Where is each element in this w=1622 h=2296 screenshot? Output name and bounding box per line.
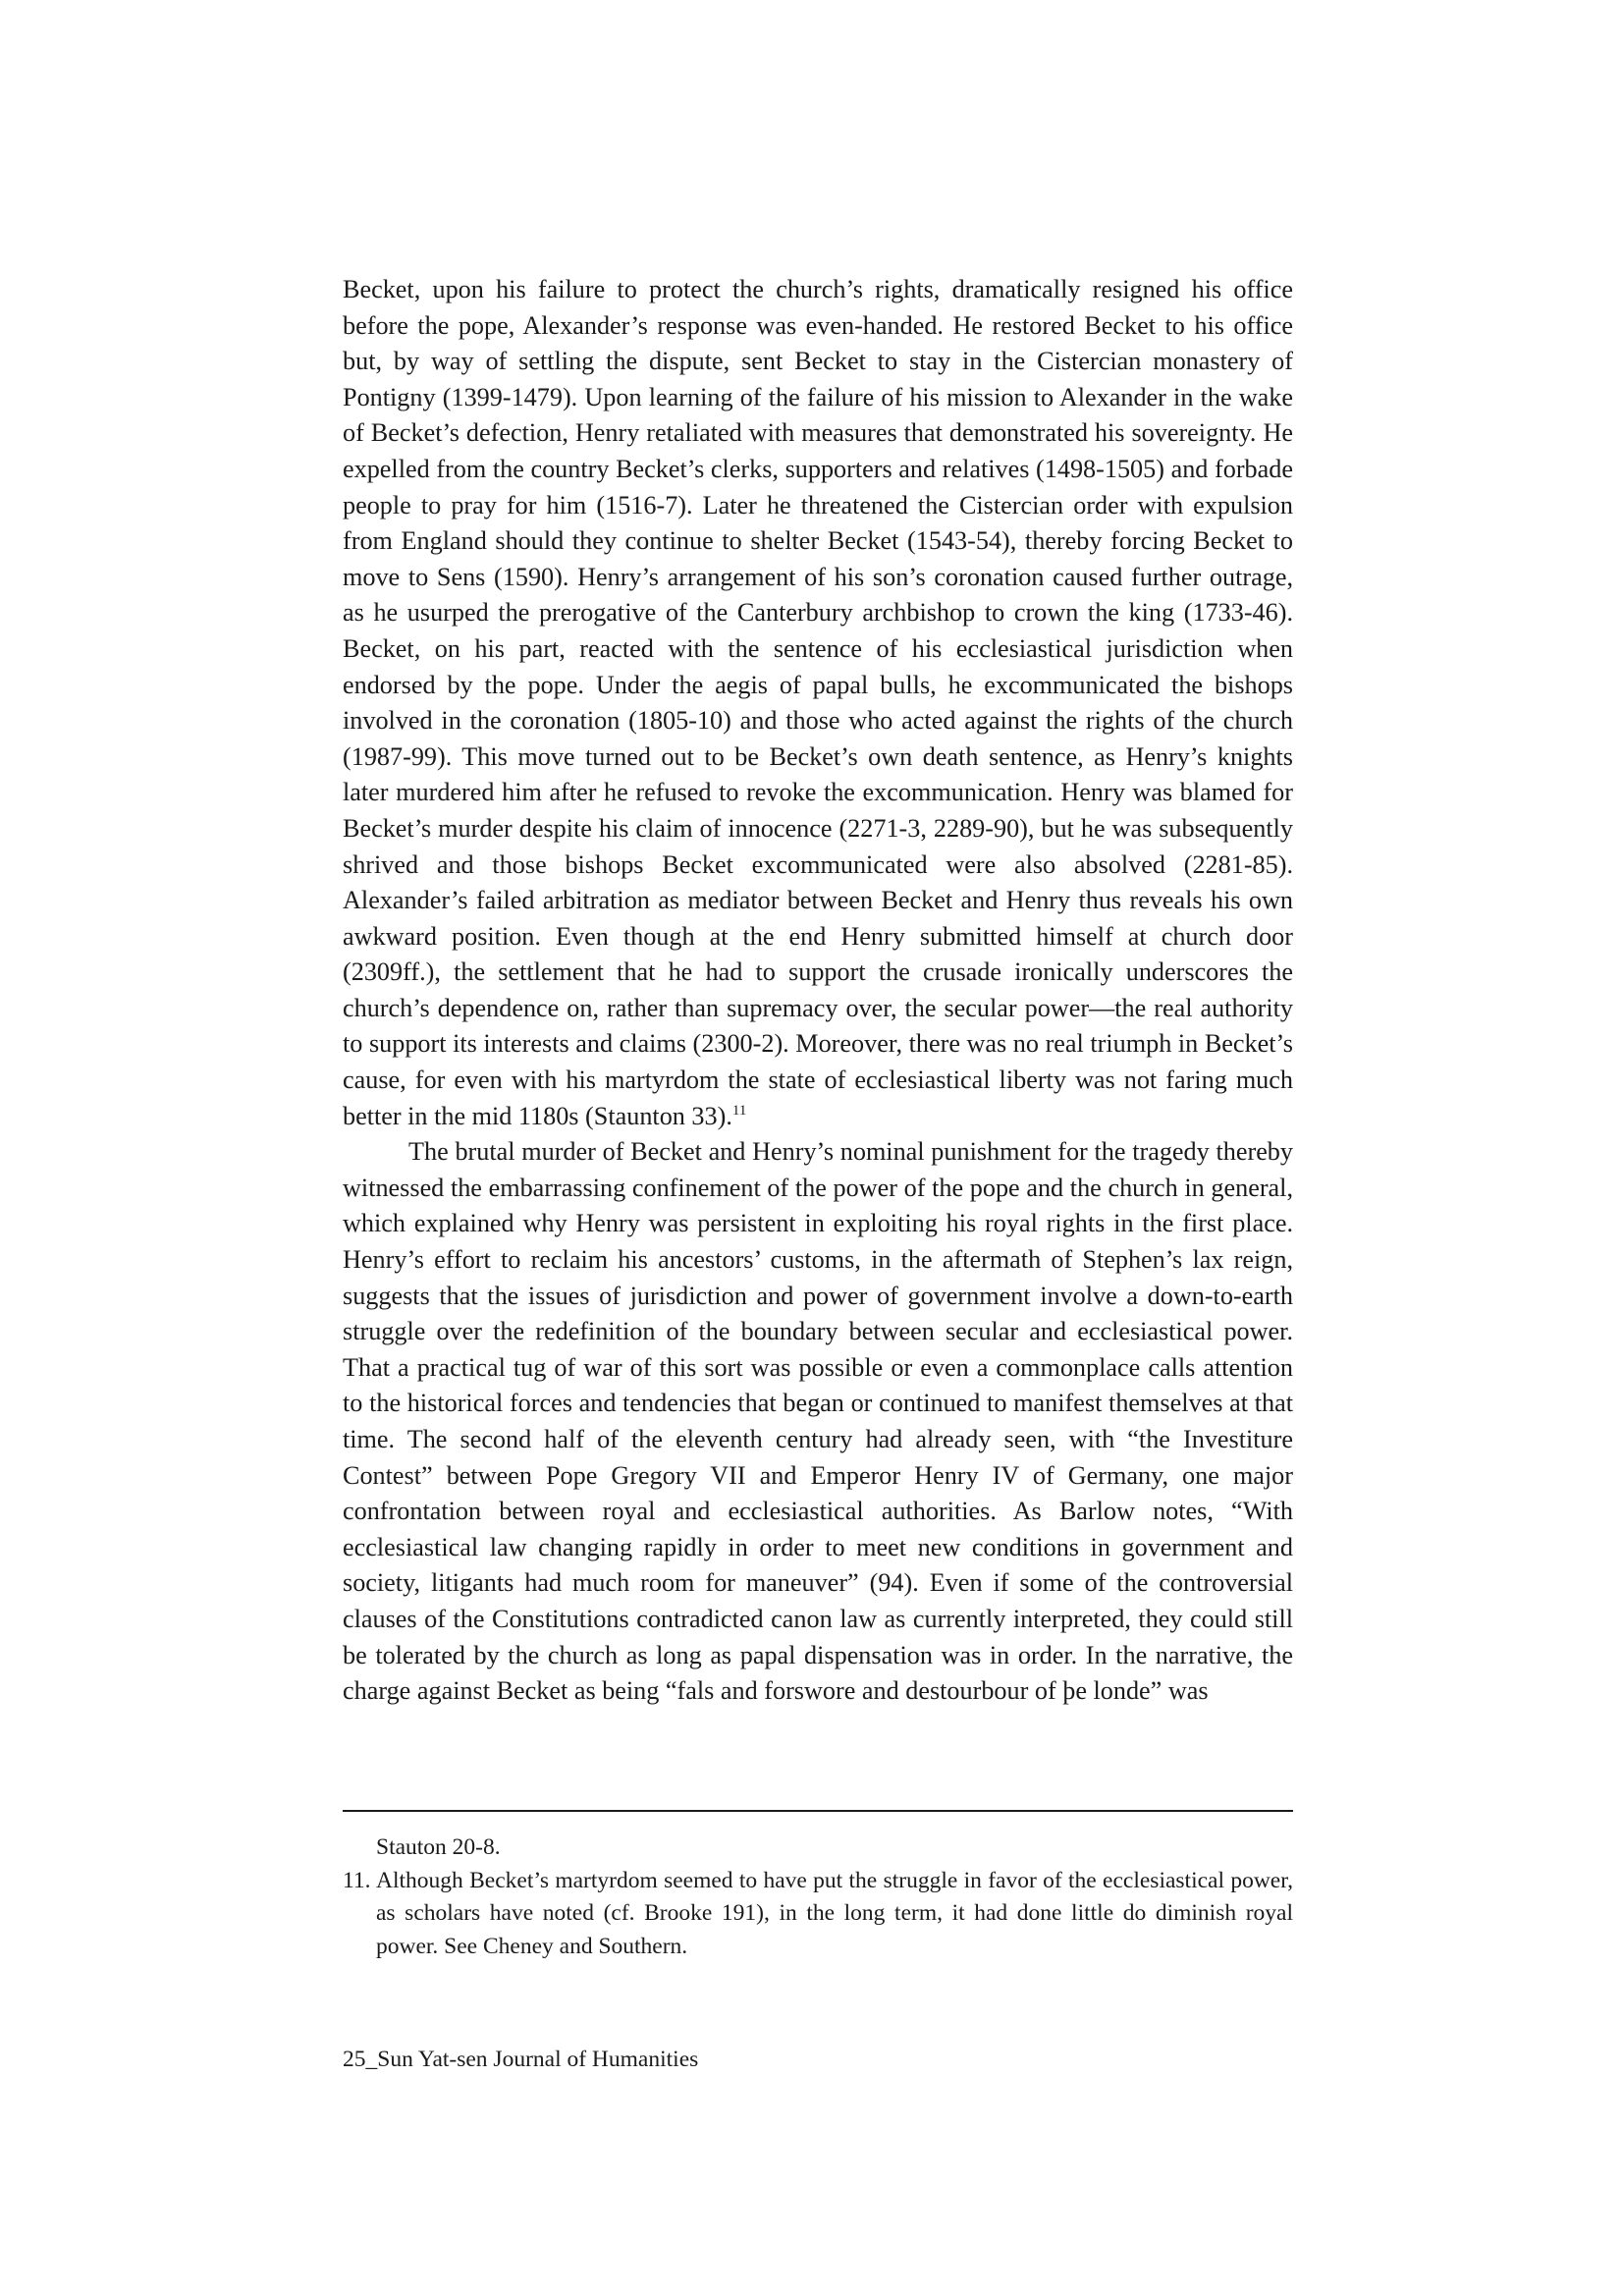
footnotes (343, 1831, 1293, 1963)
footnote-11 (343, 1865, 1293, 1964)
paragraph-text: Becket, upon his failure to protect the church’s rights, dramatically resigned his office before the pope, Alexander’s response was even-handed. He restored Becket to his office but, by way of settling the dispute, sent Becket to stay in the Cistercian monastery of Pontigny (1399-1479). Upon learning of the failure of his mission to Alexander in the wake of Becket’s defection, Henry retaliated with measures that demonstrated his sovereignty. He expelled from the country Becket’s clerks, supporters and relatives (1498-1505) and forbade people to pray for him (1516-7). Later he threatened the Cistercian order with expulsion from England should they continue to shelter Becket (1543-54), thereby forcing Becket to move to Sens (1590). Henry’s arrangement of his son’s coronation caused further outrage, as he usurped the prerogative of the Canterbury archbishop to crown the king (1733-46). Becket, on his part, reacted with the sentence of his ecclesiastical jurisdiction when endorsed by the pope. Under the aegis of papal bulls, he excommunicated the bishops involved in the coronation (1805-10) and those who acted against the rights of the church (1987-99). This move turned out to be Becket’s own death sentence, as Henry’s knights later murdered him after he refused to revoke the excommunication. Henry was blamed for Becket’s murder despite his claim of innocence (2271-3, 2289-90), but he was subsequently shrived and those bishops Becket excommunicated were also absolved (2281-85). Alexander’s failed arbitration as mediator between Becket and Henry thus reveals his own awkward position. Even though at the end Henry submitted himself at church door (2309ff.), the settlement that he had to support the crusade ironically underscores the church’s dependence on, rather than supremacy over, the secular power—the real authority to support its interests and claims (2300-2). Moreover, there was no real triumph in Becket’s cause, for even with his martyrdom the state of ecclesiastical liberty was not faring much better in the mid 1180s (Staunton 33). (343, 275, 1293, 1130)
footnote-number: 11. (343, 1867, 371, 1893)
footnote-reference[interactable]: 11 (731, 1102, 747, 1119)
paragraph: The brutal murder of Becket and Henry’s nominal punishment for the tragedy thereby witnessed the embarrassing confinement of the power of the pope and the church in general, which explained why Henry was persistent in exploiting his royal rights in the first place. Henry’s effort to reclaim his ancestors’ customs, in the aftermath of Stephen’s lax reign, suggests that the issues of jurisdiction and power of government involve a down-to-earth struggle over the redefinition of the boundary between secular and ecclesiastical power. That a practical tug of war of this sort was possible or even a commonplace calls attention to the historical forces and tendencies that began or continued to manifest themselves at that time. The second half of the eleventh century had already seen, with “the Investiture Contest” between Pope Gregory VII and Emperor Henry IV of Germany, one major confrontation between royal and ecclesiastical authorities. As Barlow notes, “With ecclesiastical law changing rapidly in order to meet new conditions in government and society, litigants had much room for maneuver” (94). Even if some of the controversial clauses of the Constitutions contradicted canon law as currently interpreted, they could still be tolerated by the church as long as papal dispensation was in order. In the narrative, the charge against Becket as being “fals and forswore and destourbour of þe londe” was (343, 1137, 1293, 1706)
footnote-continuation: Stauton 20-8. (376, 1834, 501, 1860)
paragraph (343, 272, 1293, 1134)
footnote-text: Although Becket’s martyrdom seemed to have put the struggle in favor of the ecclesiastical power, as scholars have noted (cf. Brooke 191), in the long term, it had done little do diminish royal power. See Cheney and Southern. (376, 1867, 1293, 1959)
body-text (343, 272, 1293, 1710)
running-footer: 25_Sun Yat-sen Journal of Humanities (343, 2047, 699, 2072)
footnote-separator (343, 1810, 1293, 1812)
